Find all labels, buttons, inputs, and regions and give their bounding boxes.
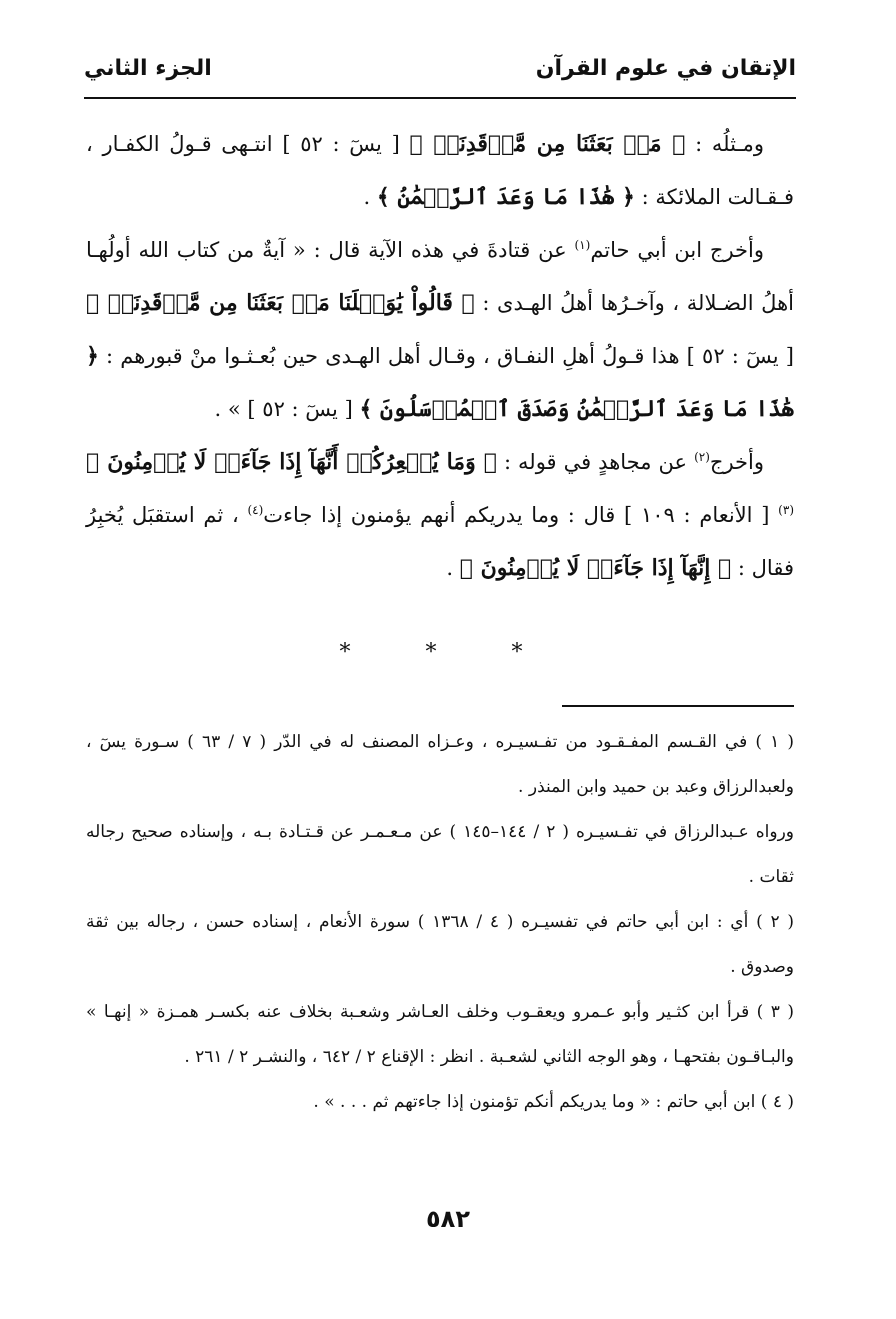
section-separator: * * * (339, 640, 557, 665)
footnote-marker: (١) (574, 238, 591, 252)
text-run: [ الأنعام : ١٠٩ ] قال : وما يدريكم أنهم يؤمنون إذا جاءت (263, 503, 779, 527)
text-run: ، ثم استقبَل يُخبِرُ فقال : (86, 503, 794, 580)
footnotes (86, 720, 794, 1125)
footnote: ( ١ ) في القـسم المفـقـود من تفـسيـره ، وعـزاه المصنف له في الدّر ( ٧ / ٦٣ ) سـورة يسٓ ، ولعبدالرزاق وعبد بن حميد وابن المنذر . (86, 732, 794, 797)
paragraph (86, 224, 794, 436)
quran-verse: ﴿ هَٰذَا مَا وَعَدَ ٱلرَّحۡمَٰنُ ﴾ (376, 184, 635, 210)
text-run: عن مجاهدٍ في قوله : (496, 450, 695, 474)
footnote-marker: (٢) (694, 450, 710, 464)
running-header (84, 52, 796, 96)
text-run: عن قتادةَ في هذه الآية قال : « آيةٌ من كتاب الله أولُهـا أهلُ الضـلالة ، وآخـرُها أهلُ الهـدى : (86, 238, 794, 315)
text-run: . (446, 556, 460, 580)
footnote-marker: (٣) (778, 503, 794, 517)
text-run: [ يسٓ : ٥٢ ] انتـهى قـولُ الكفـار ، فـقـالت الملائكة : (86, 132, 794, 209)
text-run: وأخرج (709, 450, 764, 474)
footnote-marker: (٤) (247, 503, 264, 517)
footnote-rule (562, 705, 794, 707)
main-text (86, 118, 794, 595)
text-run: وأخرج ابن أبي حاتم (590, 238, 764, 262)
quran-verse: ﴿ قَالُواْ يَٰوَيۡلَنَا مَنۢ بَعَثَنَا مِن مَّرۡقَدِنَاۜ ﴾ (86, 290, 475, 316)
footnote: ( ٣ ) قرأ ابن كثـير وأبو عـمرو ويعقـوب وخلف العـاشر وشعـبة بخلاف عنه بكسـر همـزة « إنهـا » والبـاقـون بفتحهـا ، وهو الوجه الثاني لشعـبة . انظر : الإقناع ٢ / ٦٤٢ ، والنشـر ٢ / ٢٦١ . (86, 1002, 794, 1067)
book-title: الإتقان في علوم القرآن (535, 56, 796, 81)
footnote: ورواه عـبدالرزاق في تفـسيـره ( ٢ / ١٤٤–١٤٥ ) عن مـعـمـر عن قـتـادة بـه ، وإسناده صحيح رجاله ثقات . (86, 822, 794, 887)
paragraph (86, 436, 794, 595)
text-run: . (363, 185, 377, 209)
text-run: [ يسٓ : ٥٢ ] هذا قـولُ أهلِ النفـاق ، وقـال أهل الهـدى حين بُعـثـوا منْ قبورهم : (98, 344, 794, 368)
footnote: ( ٤ ) ابن أبي حاتم : « وما يدريكم أنكم تؤمنون إذا جاءتهم ثم . . . » . (313, 1092, 794, 1112)
quran-verse: ﴿ وَمَا يُشۡعِرُكُمۡ أَنَّهَآ إِذَا جَآءَتۡ لَا يُؤۡمِنُونَ ﴾ (86, 449, 497, 475)
part-title: الجزء الثاني (84, 56, 212, 81)
quran-verse: ﴿ إِنَّهَآ إِذَا جَآءَتۡ لَا يُؤۡمِنُونَ ﴾ (459, 555, 732, 581)
page-number: ٥٨٢ (426, 1205, 470, 1233)
header-rule (84, 97, 796, 99)
text-run: [ يسٓ : ٥٢ ] » . (214, 397, 360, 421)
text-run: ومـثلُه : (685, 132, 764, 156)
footnote: ( ٢ ) أي : ابن أبي حاتم في تفسيـره ( ٤ / ١٣٦٨ ) سورة الأنعام ، إسناده حسن ، رجاله بين ثقة وصدوق . (86, 912, 794, 977)
paragraph (86, 118, 794, 224)
quran-verse: ﴿ مَنۢ بَعَثَنَا مِن مَّرۡقَدِنَاۜ ﴾ (409, 131, 686, 157)
quran-verse: ﴿ هَٰذَا مَا وَعَدَ ٱلرَّحۡمَٰنُ وَصَدَقَ ٱلۡمُرۡسَلُونَ ﴾ (86, 343, 794, 422)
